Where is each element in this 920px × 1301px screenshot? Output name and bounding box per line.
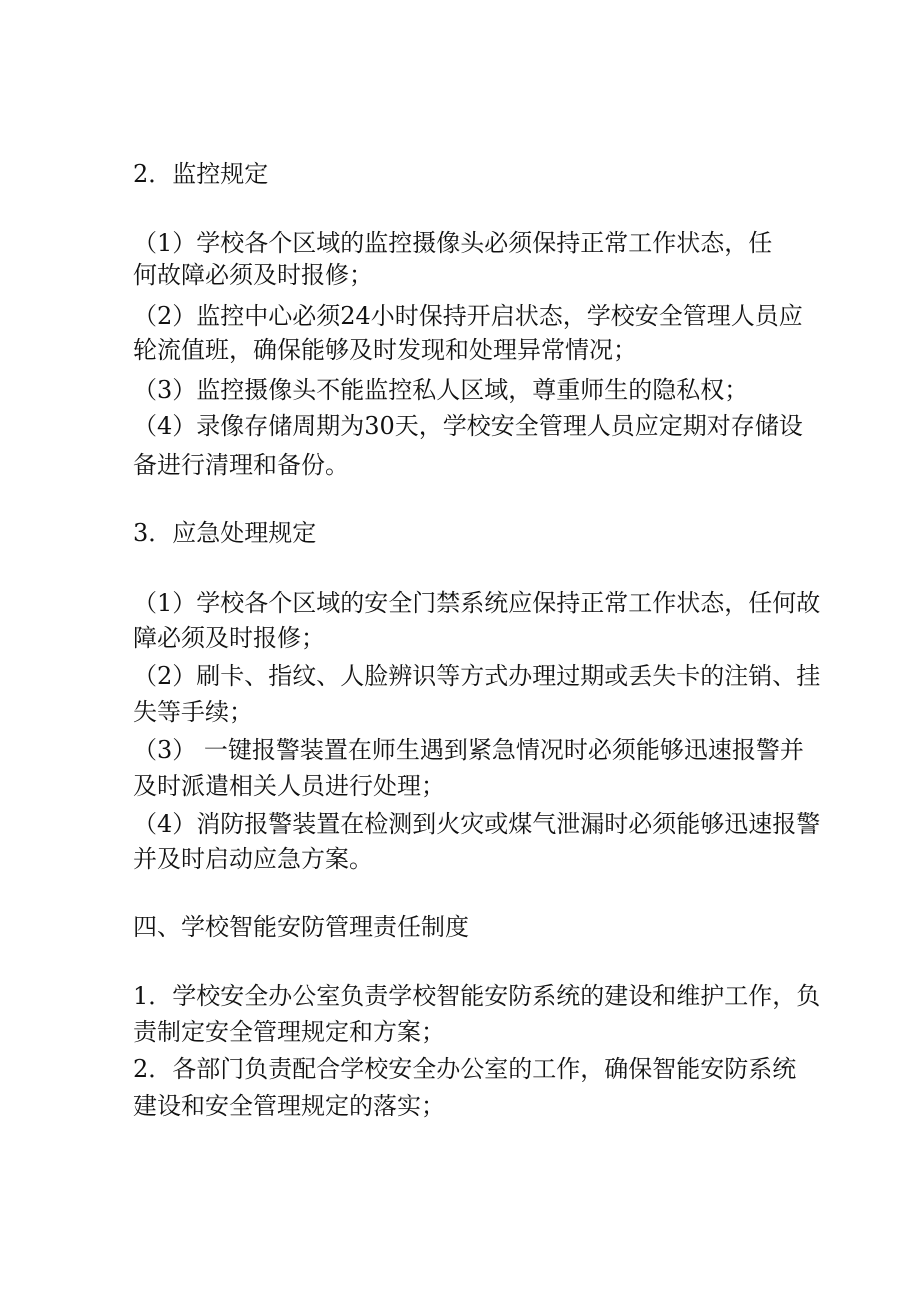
responsibility-1-line-2: 责制定安全管理规定和方案； <box>133 1018 445 1046</box>
monitoring-rule-2-line-1: （2）监控中心必须24小时保持开启状态，学校安全管理人员应 <box>133 302 803 330</box>
responsibility-2-line-2: 建设和安全管理规定的落实； <box>133 1092 445 1120</box>
monitoring-rule-4-line-2: 备进行清理和备份。 <box>133 451 349 479</box>
responsibility-2-line-1: 2．各部门负责配合学校安全办公室的工作，确保智能安防系统 <box>133 1055 797 1083</box>
responsibility-1-line-1: 1．学校安全办公室负责学校智能安防系统的建设和维护工作，负 <box>133 982 821 1010</box>
emergency-rule-4-line-1: （4）消防报警装置在检测到火灾或煤气泄漏时必须能够迅速报警 <box>133 810 821 838</box>
emergency-rule-2-line-2: 失等手续； <box>133 698 253 726</box>
emergency-rule-4-line-2: 并及时启动应急方案。 <box>133 845 373 873</box>
chapter-4-heading: 四、学校智能安防管理责任制度 <box>133 913 469 941</box>
section-3-heading: 3．应急处理规定 <box>133 519 317 547</box>
monitoring-rule-4-line-1: （4）录像存储周期为30天，学校安全管理人员应定期对存储设 <box>133 412 803 440</box>
emergency-rule-3-line-2: 及时派遣相关人员进行处理； <box>133 772 445 800</box>
monitoring-rule-1-line-2: 何故障必须及时报修； <box>133 261 373 289</box>
emergency-rule-3-line-1: （3） 一键报警装置在师生遇到紧急情况时必须能够迅速报警并 <box>133 736 804 764</box>
monitoring-rule-2-line-2: 轮流值班，确保能够及时发现和处理异常情况； <box>133 336 637 364</box>
monitoring-rule-3-line-1: （3）监控摄像头不能监控私人区域，尊重师生的隐私权； <box>133 376 749 404</box>
emergency-rule-2-line-1: （2）刷卡、指纹、人脸辨识等方式办理过期或丢失卡的注销、挂 <box>133 662 821 690</box>
emergency-rule-1-line-2: 障必须及时报修； <box>133 624 325 652</box>
emergency-rule-1-line-1: （1）学校各个区域的安全门禁系统应保持正常工作状态，任何故 <box>133 589 821 617</box>
section-2-heading: 2．监控规定 <box>133 160 269 188</box>
monitoring-rule-1-line-1: （1）学校各个区域的监控摄像头必须保持正常工作状态，任 <box>133 229 773 257</box>
